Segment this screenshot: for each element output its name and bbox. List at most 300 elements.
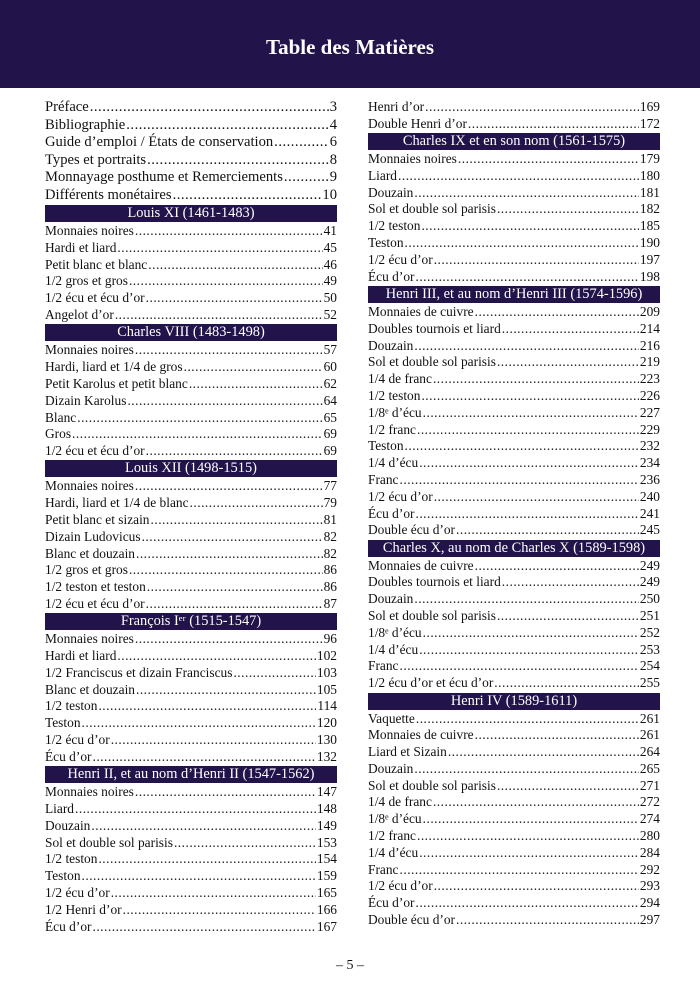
toc-entry[interactable] — [45, 902, 337, 919]
section-heading: Henri III, et au nom d’Henri III (1574-1596) — [368, 286, 660, 303]
toc-entry-label: Franc — [368, 861, 399, 877]
toc-entry-label: 1/2 écu d’or et écu d’or — [368, 675, 494, 691]
toc-entry-label: Blanc et douzain — [45, 681, 135, 697]
dot-leader — [415, 506, 638, 523]
toc-entry[interactable] — [45, 851, 337, 868]
toc-entry[interactable] — [45, 682, 337, 699]
dot-leader — [75, 801, 316, 818]
toc-entry-label: Hardi, liard et 1/4 de blanc — [45, 495, 189, 511]
toc-entry-page: 182 — [639, 201, 660, 217]
toc-entry[interactable] — [45, 562, 337, 579]
toc-entry[interactable] — [45, 512, 337, 529]
toc-entry[interactable] — [45, 546, 337, 563]
toc-entry-page: 297 — [639, 912, 660, 928]
toc-entry[interactable] — [368, 438, 660, 455]
toc-entry-page: 245 — [639, 522, 660, 538]
dot-leader — [115, 307, 323, 324]
toc-entry[interactable] — [368, 574, 660, 591]
toc-entry[interactable] — [45, 342, 337, 359]
toc-entry-label: Hardi, liard et 1/4 de gros — [45, 359, 183, 375]
toc-entry[interactable] — [45, 117, 337, 135]
toc-entry[interactable] — [368, 354, 660, 371]
toc-entry[interactable] — [45, 648, 337, 665]
toc-entry[interactable] — [45, 134, 337, 152]
toc-entry-label: 1/2 écu et écu d’or — [45, 596, 145, 611]
toc-entry-page: 46 — [323, 256, 337, 272]
toc-entry-page: 254 — [639, 658, 660, 674]
toc-entry[interactable] — [368, 472, 660, 489]
toc-entry-label: 1/8ᵉ d’écu — [368, 624, 422, 640]
dot-leader — [127, 393, 322, 410]
dot-leader — [475, 558, 639, 575]
toc-entry-label: 1/4 de franc — [368, 794, 432, 810]
toc-entry[interactable] — [45, 784, 337, 801]
dot-leader — [458, 151, 639, 168]
dot-leader — [117, 648, 316, 665]
toc-entry-label: 1/2 Henri d’or — [45, 901, 122, 917]
toc-entry-page: 264 — [639, 744, 660, 760]
dot-leader — [456, 912, 639, 929]
toc-entry-label: Vaquette — [368, 710, 415, 726]
toc-entry-label: Monnaies noires — [45, 223, 134, 239]
toc-entry-page: 96 — [323, 631, 337, 647]
toc-entry[interactable] — [368, 522, 660, 539]
toc-entry-page: 250 — [639, 591, 660, 607]
toc-entry-page: 179 — [639, 151, 660, 167]
toc-entry-label: Blanc et douzain — [45, 545, 135, 561]
toc-entry-page: 227 — [639, 404, 660, 420]
toc-entry-page: 52 — [323, 307, 337, 323]
toc-entry[interactable] — [45, 273, 337, 290]
toc-entry[interactable] — [368, 794, 660, 811]
toc-entry[interactable] — [45, 665, 337, 682]
dot-leader — [434, 489, 639, 506]
toc-entry-page: 280 — [639, 828, 660, 844]
dot-leader — [434, 878, 639, 895]
toc-entry-label: Doubles tournois et liard — [368, 574, 501, 590]
dot-leader — [497, 778, 639, 795]
toc-entry-label: Sol et double sol parisis — [368, 354, 496, 370]
toc-entry-page: 180 — [639, 167, 660, 183]
toc-entry-label: Écu d’or — [45, 918, 92, 934]
toc-entry[interactable] — [45, 359, 337, 376]
toc-entry-label: Types et portraits — [45, 151, 147, 168]
toc-entry-page: 293 — [639, 878, 660, 894]
dot-leader — [414, 591, 639, 608]
toc-entry[interactable] — [368, 304, 660, 321]
toc-entry[interactable] — [368, 218, 660, 235]
dot-leader — [425, 99, 639, 116]
title-banner — [0, 0, 700, 88]
toc-entry-page: 130 — [316, 732, 337, 748]
toc-entry-page: 148 — [316, 800, 337, 816]
toc-entry-label: Teston — [368, 235, 404, 251]
toc-entry[interactable] — [45, 187, 337, 205]
toc-entry-page: 114 — [317, 698, 337, 714]
dot-leader — [190, 495, 323, 512]
toc-entry-page: 253 — [639, 641, 660, 657]
toc-entry[interactable] — [368, 744, 660, 761]
toc-entry[interactable] — [45, 307, 337, 324]
toc-entry[interactable] — [45, 529, 337, 546]
toc-entry-label: 1/4 de franc — [368, 371, 432, 387]
toc-entry-label: Franc — [368, 471, 399, 487]
toc-entry-label: Bibliographie — [45, 116, 126, 133]
page-title: Table des Matières — [266, 34, 434, 59]
toc-entry-label: 1/4 d’écu — [368, 455, 419, 471]
toc-entry-page: 82 — [323, 528, 337, 544]
dot-leader — [129, 273, 323, 290]
toc-entry-label: Sol et double sol parisis — [368, 201, 496, 217]
toc-entry-label: Liard et Sizain — [368, 744, 447, 760]
dot-leader — [423, 405, 639, 422]
toc-entry-label: 1/2 écu d’or — [45, 732, 110, 748]
toc-entry-label: 1/8ᵉ d’écu — [368, 811, 422, 827]
toc-entry-label: 1/2 teston et teston — [45, 579, 146, 595]
dot-leader — [98, 698, 316, 715]
dot-leader — [146, 290, 323, 307]
toc-entry[interactable] — [45, 818, 337, 835]
toc-entry-label: Teston — [368, 438, 404, 454]
dot-leader — [274, 134, 329, 152]
toc-entry-label: Sol et double sol parisis — [368, 608, 496, 624]
toc-entry[interactable] — [368, 371, 660, 388]
toc-entry[interactable] — [368, 321, 660, 338]
toc-left-column — [45, 99, 337, 935]
dot-leader — [151, 512, 323, 529]
toc-entry-label: Douzain — [368, 337, 414, 353]
toc-entry-page: 261 — [639, 727, 660, 743]
toc-entry[interactable] — [368, 778, 660, 795]
toc-entry-page: 79 — [323, 495, 337, 511]
dot-leader — [111, 732, 316, 749]
toc-entry-label: 1/2 teston — [45, 698, 98, 714]
toc-entry[interactable] — [45, 868, 337, 885]
toc-entry-page: 219 — [639, 354, 660, 370]
toc-entry[interactable] — [368, 625, 660, 642]
toc-entry-label: Préface — [45, 99, 89, 115]
toc-entry-page: 9 — [329, 169, 337, 186]
toc-entry-page: 198 — [639, 268, 660, 284]
toc-entry[interactable] — [368, 455, 660, 472]
toc-entry[interactable] — [45, 596, 337, 613]
toc-entry-page: 167 — [316, 918, 337, 934]
toc-entry[interactable] — [45, 698, 337, 715]
toc-entry[interactable] — [45, 410, 337, 427]
toc-entry-page: 226 — [639, 387, 660, 403]
dot-leader — [72, 426, 323, 443]
dot-leader — [423, 625, 639, 642]
toc-entry-page: 240 — [639, 488, 660, 504]
toc-entry[interactable] — [368, 201, 660, 218]
dot-leader — [494, 675, 639, 692]
toc-entry[interactable] — [368, 506, 660, 523]
toc-entry-page: 49 — [323, 273, 337, 289]
dot-leader — [502, 321, 639, 338]
toc-entry-page: 185 — [639, 218, 660, 234]
toc-entry[interactable] — [45, 631, 337, 648]
toc-entry-page: 57 — [323, 342, 337, 358]
toc-entry[interactable] — [368, 558, 660, 575]
dot-leader — [417, 422, 639, 439]
section-heading: François Iᵉʳ (1515-1547) — [45, 613, 337, 630]
dot-leader — [417, 828, 639, 845]
dot-leader — [284, 169, 329, 187]
toc-entry[interactable] — [368, 168, 660, 185]
toc-entry[interactable] — [45, 393, 337, 410]
toc-entry-page: 265 — [639, 760, 660, 776]
toc-entry-page: 62 — [323, 375, 337, 391]
toc-entry-page: 120 — [316, 715, 337, 731]
toc-entry-page: 103 — [316, 664, 337, 680]
toc-entry-page: 241 — [639, 505, 660, 521]
toc-entry-label: Douzain — [45, 817, 91, 833]
toc-entry-page: 249 — [639, 574, 660, 590]
toc-entry-page: 82 — [323, 545, 337, 561]
toc-entry-label: Petit Karolus et petit blanc — [45, 375, 188, 391]
toc-entry[interactable] — [368, 862, 660, 879]
toc-entry-page: 8 — [329, 151, 337, 168]
dot-leader — [405, 438, 639, 455]
toc-entry-label: 1/2 gros et gros — [45, 273, 128, 289]
toc-entry[interactable] — [368, 235, 660, 252]
toc-entry[interactable] — [368, 828, 660, 845]
toc-entry[interactable] — [45, 152, 337, 170]
toc-entry-label: Monnaies de cuivre — [368, 303, 474, 319]
section-heading: Louis XI (1461-1483) — [45, 205, 337, 222]
toc-entry-page: 214 — [639, 320, 660, 336]
toc-entry[interactable] — [45, 169, 337, 187]
toc-entry-page: 232 — [639, 438, 660, 454]
toc-entry-label: Douzain — [368, 591, 414, 607]
toc-entry-page: 209 — [639, 303, 660, 319]
toc-entry-label: Liard — [368, 167, 397, 183]
toc-entry-label: 1/2 teston — [45, 851, 98, 867]
toc-entry[interactable] — [45, 478, 337, 495]
dot-leader — [421, 388, 638, 405]
toc-entry[interactable] — [368, 269, 660, 286]
toc-entry[interactable] — [368, 675, 660, 692]
dot-leader — [419, 642, 639, 659]
dot-leader — [415, 269, 638, 286]
toc-entry-page: 86 — [323, 562, 337, 578]
dot-leader — [448, 744, 639, 761]
dot-leader — [90, 99, 329, 117]
toc-entry-page: 234 — [639, 455, 660, 471]
toc-entry-page: 87 — [323, 596, 337, 611]
toc-entry-label: Écu d’or — [368, 895, 415, 911]
toc-entry-label: Monnaies noires — [368, 151, 457, 167]
toc-entry-label: Gros — [45, 426, 72, 442]
toc-entry-label: Guide d’emploi / États de conservation — [45, 134, 274, 151]
section-heading: Charles X, au nom de Charles X (1589-1598) — [368, 540, 660, 557]
dot-leader — [415, 895, 638, 912]
toc-entry[interactable] — [45, 579, 337, 596]
toc-entry-page: 190 — [639, 235, 660, 251]
toc-entry-label: Henri d’or — [368, 99, 425, 114]
toc-entry-label: Dizain Karolus — [45, 392, 127, 408]
dot-leader — [456, 522, 639, 539]
toc-entry-label: Écu d’or — [45, 748, 92, 764]
toc-entry-page: 223 — [639, 371, 660, 387]
toc-entry-page: 41 — [323, 223, 337, 239]
toc-entry[interactable] — [45, 835, 337, 852]
dot-leader — [502, 574, 639, 591]
toc-entry[interactable] — [368, 912, 660, 929]
dot-leader — [184, 359, 323, 376]
toc-entry-page: 10 — [322, 186, 337, 203]
toc-entry-page: 249 — [639, 557, 660, 573]
toc-entry-page: 132 — [316, 748, 337, 764]
dot-leader — [433, 794, 639, 811]
toc-entry[interactable] — [45, 426, 337, 443]
dot-leader — [475, 727, 639, 744]
dot-leader — [123, 902, 316, 919]
toc-entry[interactable] — [368, 811, 660, 828]
toc-entry-page: 197 — [639, 251, 660, 267]
dot-leader — [414, 761, 639, 778]
toc-entry[interactable] — [45, 240, 337, 257]
toc-entry[interactable] — [45, 919, 337, 936]
dot-leader — [136, 682, 316, 699]
toc-entry[interactable] — [368, 405, 660, 422]
toc-entry-label: 1/2 franc — [368, 828, 416, 844]
toc-entry-label: Écu d’or — [368, 268, 415, 284]
dot-leader — [398, 168, 639, 185]
toc-entry-label: Double Henri d’or — [368, 115, 467, 131]
toc-entry[interactable] — [45, 257, 337, 274]
toc-entry[interactable] — [368, 845, 660, 862]
dot-leader — [147, 152, 329, 170]
toc-entry-page: 261 — [639, 710, 660, 726]
toc-entry[interactable] — [45, 223, 337, 240]
dot-leader — [434, 252, 639, 269]
toc-entry[interactable] — [45, 749, 337, 766]
toc-entry[interactable] — [45, 99, 337, 117]
dot-leader — [92, 749, 315, 766]
toc-entry-label: Liard — [45, 800, 74, 816]
toc-entry[interactable] — [45, 290, 337, 307]
toc-entry-label: 1/2 gros et gros — [45, 562, 128, 578]
toc-entry-label: Angelot d’or — [45, 307, 114, 323]
toc-entry[interactable] — [45, 715, 337, 732]
toc-entry[interactable] — [368, 388, 660, 405]
toc-entry-page: 166 — [316, 901, 337, 917]
toc-entry[interactable] — [45, 801, 337, 818]
toc-entry-label: 1/2 écu et écu d’or — [45, 443, 145, 459]
dot-leader — [147, 579, 323, 596]
toc-entry[interactable] — [368, 252, 660, 269]
toc-entry[interactable] — [368, 422, 660, 439]
toc-entry-page: 154 — [316, 851, 337, 867]
toc-entry[interactable] — [368, 489, 660, 506]
dot-leader — [92, 919, 315, 936]
toc-entry[interactable] — [368, 727, 660, 744]
toc-entry-label: 1/2 écu d’or — [368, 251, 433, 267]
dot-leader — [146, 443, 323, 460]
dot-leader — [419, 845, 639, 862]
dot-leader — [148, 257, 322, 274]
toc-entry[interactable] — [45, 443, 337, 460]
toc-entry-label: Doubles tournois et liard — [368, 320, 501, 336]
toc-entry-page: 64 — [323, 392, 337, 408]
toc-entry[interactable] — [368, 761, 660, 778]
dot-leader — [135, 223, 323, 240]
dot-leader — [136, 546, 323, 563]
toc-entry-label: 1/2 Franciscus et dizain Franciscus — [45, 664, 233, 680]
dot-leader — [497, 608, 639, 625]
toc-entry[interactable] — [368, 895, 660, 912]
toc-entry-label: 1/2 écu d’or — [368, 488, 433, 504]
toc-entry-label: Écu d’or — [368, 505, 415, 521]
toc-entry-label: 1/2 écu et écu d’or — [45, 290, 145, 306]
toc-entry-label: Monnaies noires — [45, 631, 134, 647]
dot-leader — [174, 835, 316, 852]
dot-leader — [135, 478, 323, 495]
toc-entry[interactable] — [368, 185, 660, 202]
toc-entry-label: 1/4 d’écu — [368, 641, 419, 657]
toc-entry-label: 1/2 écu d’or — [368, 878, 433, 894]
toc-entry-page: 81 — [323, 512, 337, 528]
dot-leader — [400, 472, 639, 489]
toc-entry-page: 272 — [639, 794, 660, 810]
dot-leader — [135, 784, 316, 801]
toc-entry-label: 1/2 écu d’or — [45, 884, 110, 900]
toc-entry-label: Double écu d’or — [368, 522, 456, 538]
dot-leader — [400, 658, 639, 675]
toc-entry-page: 102 — [316, 648, 337, 664]
toc-entry[interactable] — [368, 591, 660, 608]
toc-entry-label: Franc — [368, 658, 399, 674]
dot-leader — [423, 811, 639, 828]
toc-entry-page: 69 — [323, 426, 337, 442]
toc-entry-label: 1/4 d’écu — [368, 844, 419, 860]
toc-entry[interactable] — [45, 376, 337, 393]
toc-entry[interactable] — [368, 151, 660, 168]
dot-leader — [82, 715, 316, 732]
dot-leader — [497, 201, 639, 218]
toc-entry[interactable] — [45, 885, 337, 902]
toc-entry[interactable] — [368, 711, 660, 728]
toc-entry-page: 153 — [316, 834, 337, 850]
toc-entry-page: 252 — [639, 624, 660, 640]
toc-entry-label: Double écu d’or — [368, 912, 456, 928]
toc-entry-label: Teston — [45, 715, 81, 731]
toc-entry[interactable] — [45, 495, 337, 512]
dot-leader — [173, 187, 322, 205]
toc-entry-page: 149 — [316, 817, 337, 833]
dot-leader — [129, 562, 323, 579]
toc-entry-page: 159 — [316, 868, 337, 884]
toc-entry-label: Monnaies noires — [45, 342, 134, 358]
dot-leader — [98, 851, 315, 868]
toc-right-column — [368, 99, 660, 929]
toc-entry[interactable] — [368, 116, 660, 133]
toc-entry-page: 294 — [639, 895, 660, 911]
toc-entry[interactable] — [368, 338, 660, 355]
section-heading: Henri II, et au nom d’Henri II (1547-1562) — [45, 766, 337, 783]
dot-leader — [433, 371, 639, 388]
dot-leader — [189, 376, 323, 393]
toc-entry-label: 1/2 teston — [368, 218, 421, 234]
toc-entry[interactable] — [368, 608, 660, 625]
toc-entry[interactable] — [368, 642, 660, 659]
toc-entry[interactable] — [368, 658, 660, 675]
toc-entry[interactable] — [45, 732, 337, 749]
toc-entry[interactable] — [368, 99, 660, 116]
toc-entry-label: Monnaies noires — [45, 784, 134, 800]
toc-entry[interactable] — [368, 878, 660, 895]
